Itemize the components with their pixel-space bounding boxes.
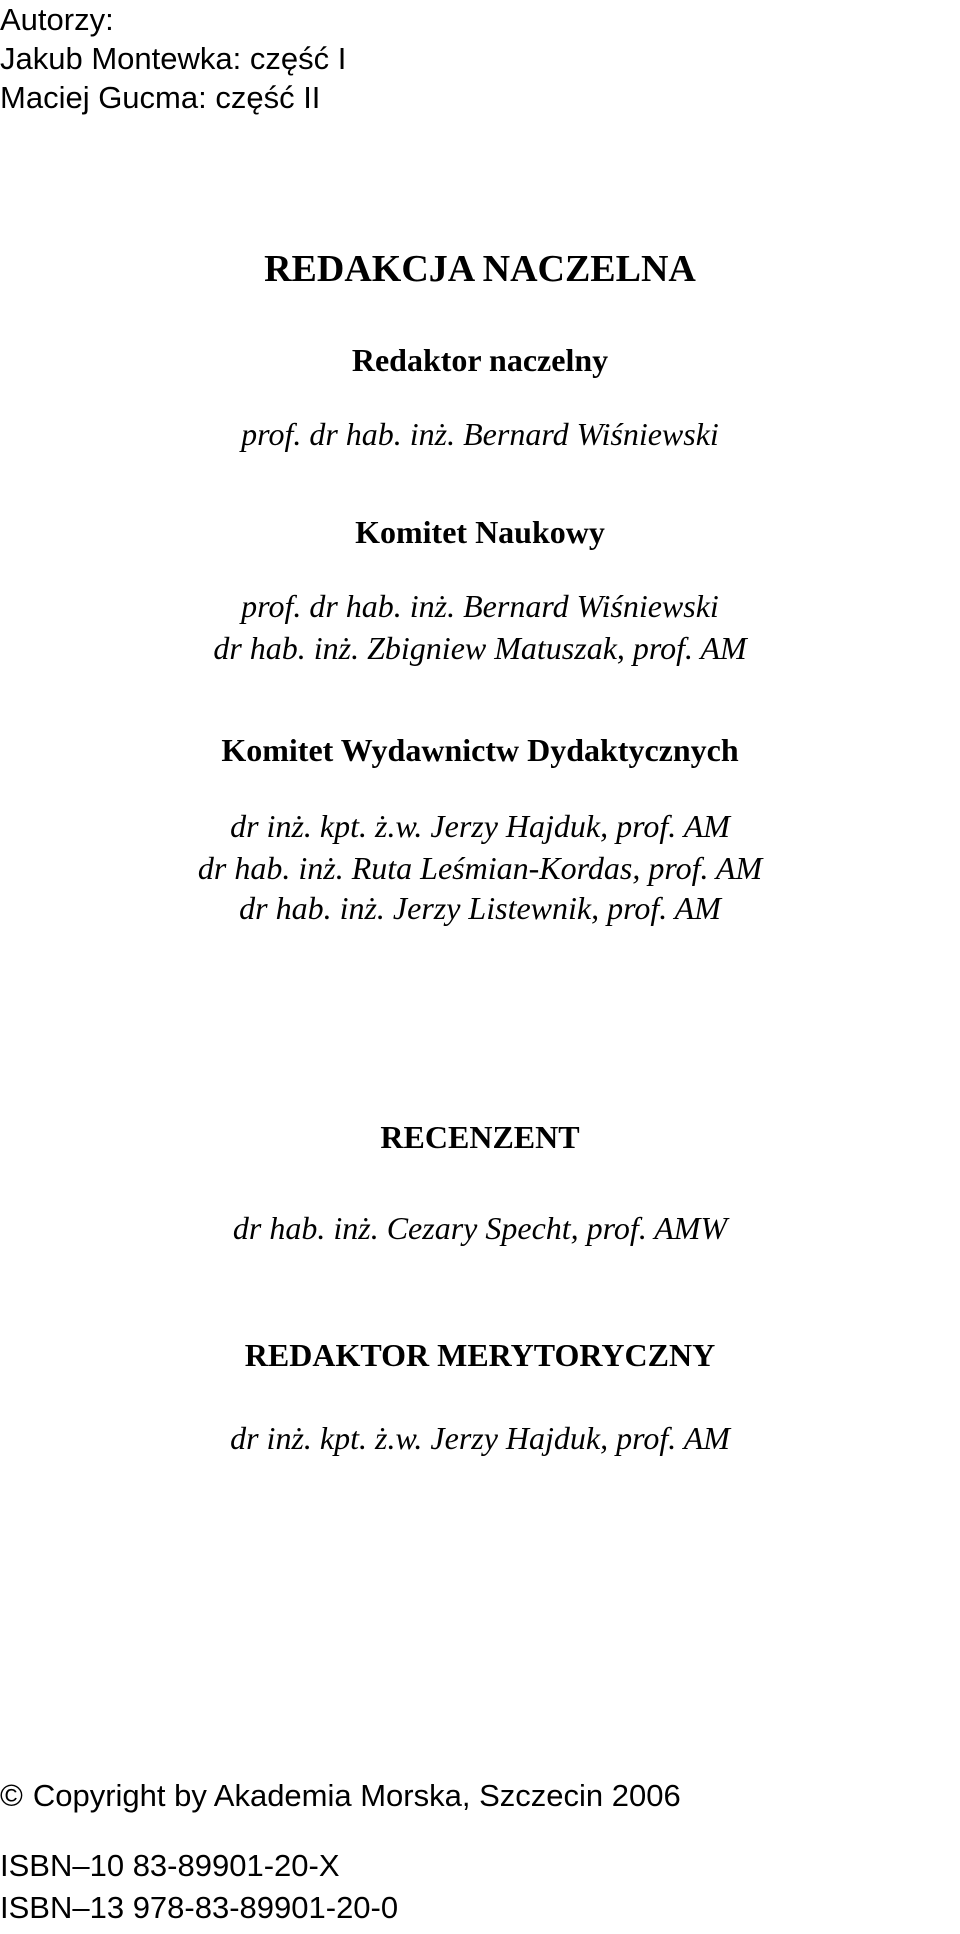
- editor-in-chief-label: Redaktor naczelny: [351, 342, 609, 378]
- author-line-1: Jakub Montewka: część I: [0, 41, 347, 76]
- reviewer-heading: RECENZENT: [380, 1119, 580, 1155]
- isbn-10: ISBN–10 83-89901-20-X: [0, 1848, 340, 1883]
- editor-in-chief-name: prof. dr hab. inż. Bernard Wiśniewski: [241, 416, 719, 452]
- substantive-editor-heading: REDAKTOR MERYTORYCZNY: [244, 1337, 716, 1373]
- didactic-committee-label: Komitet Wydawnictw Dydaktycznych: [221, 732, 739, 768]
- copyright-text: Copyright by Akademia Morska, Szczecin 2006: [32, 1778, 681, 1813]
- isbn-13: ISBN–13 978-83-89901-20-0: [0, 1890, 399, 1925]
- didactic-committee-member-1: dr inż. kpt. ż.w. Jerzy Hajduk, prof. AM: [230, 808, 730, 844]
- didactic-committee-member-3: dr hab. inż. Jerzy Listewnik, prof. AM: [239, 890, 721, 926]
- copyright-icon: ©: [0, 1778, 23, 1813]
- author-line-2: Maciej Gucma: część II: [0, 80, 321, 115]
- scientific-committee-member-1: prof. dr hab. inż. Bernard Wiśniewski: [241, 588, 719, 624]
- substantive-editor-name: dr inż. kpt. ż.w. Jerzy Hajduk, prof. AM: [230, 1420, 730, 1456]
- scientific-committee-member-2: dr hab. inż. Zbigniew Matuszak, prof. AM: [213, 630, 747, 666]
- didactic-committee-member-2: dr hab. inż. Ruta Leśmian-Kordas, prof. AM: [197, 850, 763, 886]
- copyright-line: [0, 1780, 681, 1811]
- scientific-committee-label: Komitet Naukowy: [355, 514, 605, 550]
- editorial-board-heading: REDAKCJA NACZELNA: [264, 248, 696, 290]
- reviewer-name: dr hab. inż. Cezary Specht, prof. AMW: [232, 1210, 728, 1246]
- authors-label: Autorzy:: [0, 2, 114, 37]
